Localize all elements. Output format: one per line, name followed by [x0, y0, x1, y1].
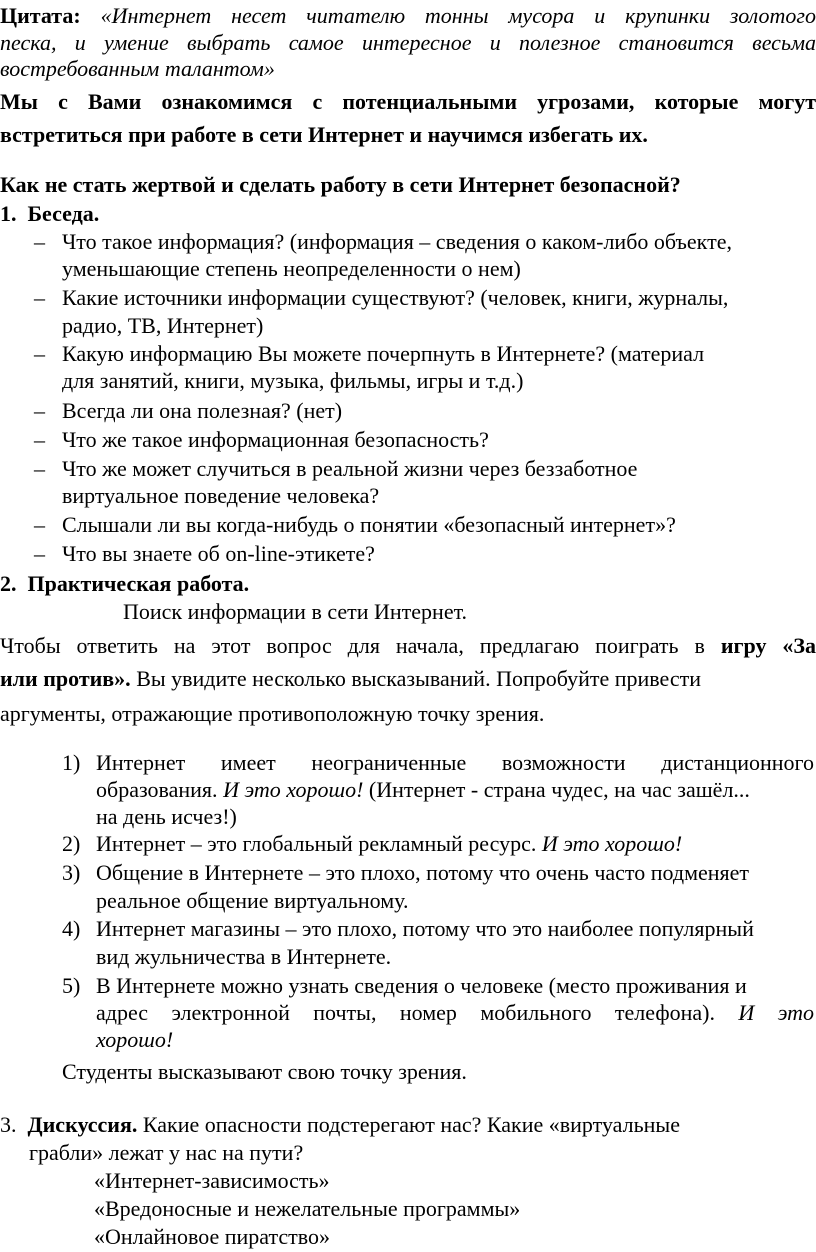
dash-bullet: –	[34, 541, 45, 566]
section-2-subtitle: Поиск информации в сети Интернет.	[123, 599, 468, 624]
dash-bullet: –	[34, 512, 45, 537]
section-2-number: 2.	[0, 571, 17, 596]
dash-bullet: –	[34, 285, 45, 310]
section-3-title: Дискуссия.	[27, 1112, 138, 1137]
section-3-number: 3.	[0, 1112, 17, 1137]
quote-label: Цитата:	[0, 3, 81, 28]
intro-line-2: встретиться при работе в сети Интернет и научимся избегать их.	[0, 122, 648, 147]
quote-text: «Интернет несет читателю тонны мусора и крупинки золотого	[100, 3, 816, 28]
section-2-heading	[0, 571, 249, 597]
statement-number: 4)	[62, 916, 81, 941]
game-paragraph-line-3: аргументы, отражающие противоположную точку зрения.	[0, 701, 545, 726]
quote-line-2: песка, и умение выбрать самое интересное и полезное становится весьма	[0, 30, 816, 55]
list-item: – Слышали ли вы когда-нибудь о понятии «безопасный интернет»?	[34, 512, 676, 537]
statement-item: 2) Интернет – это глобальный рекламный ресурс. И это хорошо!	[62, 831, 683, 856]
list-item: – Какую информацию Вы можете почерпнуть в Интернете? (материал для занятий, книги, музыка, фильмы, игры и т.д.)	[34, 341, 705, 393]
closing-line: Студенты высказывают свою точку зрения.	[62, 1059, 467, 1084]
dash-bullet: –	[34, 427, 45, 452]
statement-item: 5) В Интернете можно узнать сведения о человеке (место проживания и адрес электронной почты, номер мобильного телефона). И это хорошо!	[62, 973, 814, 1052]
section-1-title: Беседа.	[27, 201, 100, 226]
list-item: – Всегда ли она полезная? (нет)	[34, 398, 343, 423]
list-item: – Что вы знаете об on-line-этикете?	[34, 541, 375, 566]
statement-item: 4) Интернет магазины – это плохо, потому что это наиболее популярный вид жульничества в Интернете.	[62, 916, 754, 969]
list-item: – Что же такое информационная безопасность?	[34, 427, 489, 452]
dash-bullet: –	[34, 229, 45, 254]
list-item: – Что такое информация? (информация – сведения о каком-либо объекте, уменьшающие степень неопределенности о нем)	[34, 229, 732, 281]
question-heading: Как не стать жертвой и сделать работу в сети Интернет безопасной?	[0, 172, 681, 197]
game-paragraph-line-2: или против». Вы увидите несколько высказываний. Попробуйте привести	[0, 666, 702, 691]
intro-line-1: Мы с Вами ознакомимся с потенциальными угрозами, которые могут	[0, 89, 816, 114]
list-item: «Онлайновое пиратство»	[94, 1224, 330, 1249]
list-item: – Что же может случиться в реальной жизни через беззаботное виртуальное поведение человека?	[34, 456, 638, 508]
section-1-number: 1.	[0, 201, 17, 226]
list-item: «Вредоносные и нежелательные программы»	[94, 1196, 521, 1221]
statement-item: 3) Общение в Интернете – это плохо, потому что очень часто подменяет реальное общение виртуальному.	[62, 860, 750, 913]
section-3-line-2: грабли» лежат у нас на пути?	[29, 1140, 304, 1165]
game-name: игру «За	[720, 633, 816, 658]
dash-bullet: –	[34, 456, 45, 481]
section-3-line-1: 3. Дискуссия. Какие опасности подстерегают нас? Какие «виртуальные	[0, 1112, 680, 1137]
game-paragraph-line-1: Чтобы ответить на этот вопрос для начала, предлагаю поиграть в игру «За	[0, 633, 816, 658]
section-2-title: Практическая работа.	[27, 571, 250, 596]
list-item: – Какие источники информации существуют? (человек, книги, журналы, радио, ТВ, Интернет)	[34, 285, 729, 338]
statement-number: 3)	[62, 860, 81, 885]
dash-bullet: –	[34, 398, 45, 423]
statement-number: 5)	[62, 973, 81, 998]
quote-line-1	[0, 3, 816, 29]
section-1-heading	[0, 201, 99, 227]
dash-bullet: –	[34, 341, 45, 366]
quote-line-3: востребованным талантом»	[0, 56, 275, 81]
statement-item: 1) Интернет имеет неограниченные возможности дистанционного образования. И это хорошо! (Интернет - страна чудес, на час зашёл... на день исчез!)	[62, 750, 814, 829]
statement-number: 1)	[62, 750, 81, 775]
list-item: «Интернет-зависимость»	[94, 1168, 330, 1193]
statement-number: 2)	[62, 831, 81, 856]
